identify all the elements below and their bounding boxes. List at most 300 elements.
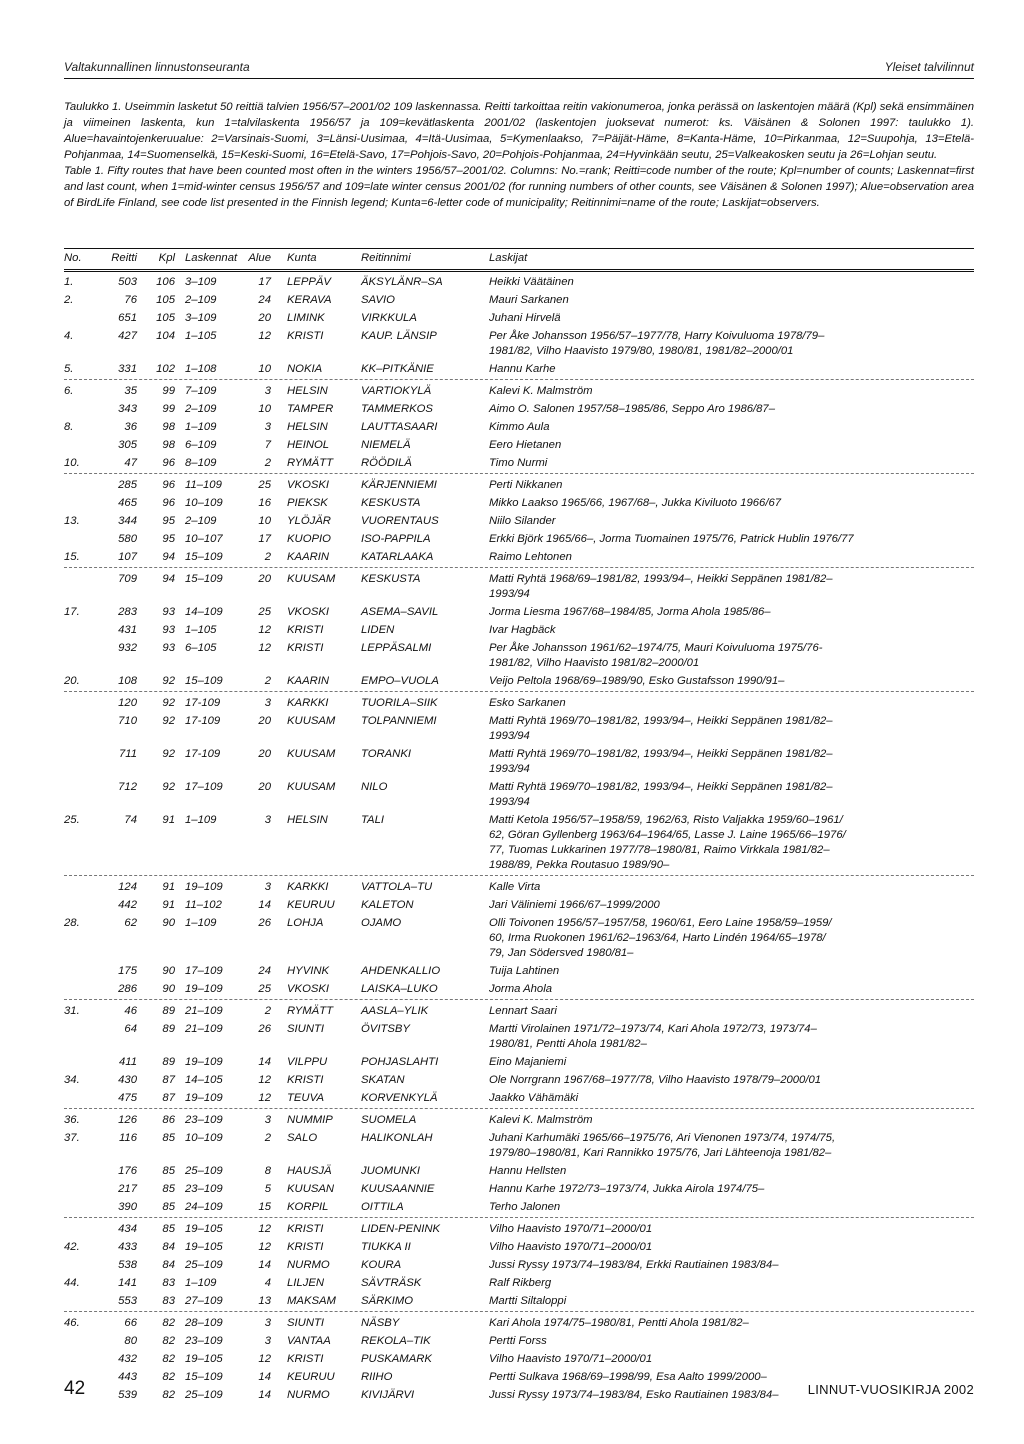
cell-reitti: 427 — [118, 330, 137, 342]
table-row — [64, 308, 974, 326]
cell-reitti: 411 — [118, 1056, 137, 1068]
table-row — [64, 567, 974, 602]
table-row — [64, 1331, 974, 1349]
cell-reitinnimi: KOURA — [361, 1259, 402, 1271]
cell-kpl: 93 — [162, 624, 175, 636]
table-row — [64, 638, 974, 671]
table-row — [64, 961, 974, 979]
cell-reitti: 539 — [118, 1389, 137, 1401]
cell-reitinnimi: KESKUSTA — [361, 573, 421, 585]
table-row — [64, 1019, 974, 1052]
cell-alue: 12 — [258, 330, 271, 342]
cell-reitinnimi: KORVENKYLÄ — [361, 1092, 438, 1104]
cell-kpl: 92 — [162, 781, 175, 793]
table-row — [64, 895, 974, 913]
cell-laskijat — [489, 1164, 904, 1179]
cell-no — [64, 1055, 102, 1070]
cell-kunta: NURMO — [287, 1389, 330, 1401]
cell-laskennat: 11–102 — [185, 899, 222, 911]
cell-alue: 12 — [258, 642, 271, 654]
cell-laskijat — [489, 1091, 904, 1106]
table-row — [64, 547, 974, 565]
cell-laskijat — [489, 438, 904, 453]
cell-no: 2. — [64, 294, 74, 306]
page-footer — [64, 1378, 974, 1402]
cell-alue: 2 — [264, 675, 271, 687]
cell-laskennat: 27–109 — [185, 1295, 223, 1307]
cell-kunta: HAUSJÄ — [287, 1165, 332, 1177]
observer-line: Jari Väliniemi 1966/67–1999/2000 — [489, 899, 660, 911]
cell-reitti: 47 — [124, 457, 137, 469]
cell-alue: 25 — [258, 479, 271, 491]
cell-reitinnimi: KALETON — [361, 899, 414, 911]
cell-laskijat — [489, 1073, 904, 1088]
cell-reitti: 305 — [118, 439, 137, 451]
col-header-laskijat: Laskijat — [489, 252, 528, 264]
observer-line: 1981/82, Vilho Haavisto 1981/82–2000/01 — [489, 657, 700, 669]
cell-kunta: KRISTI — [287, 642, 324, 654]
observer-line: Matti Ryhtä 1968/69–1981/82, 1993/94–, Heikki Seppänen 1981/82– — [489, 573, 833, 585]
col-header-laskennat: Laskennat — [185, 252, 238, 264]
cell-kpl: 89 — [162, 1056, 175, 1068]
cell-no — [64, 1222, 102, 1237]
cell-laskennat: 19–109 — [185, 1056, 223, 1068]
table-row — [64, 290, 974, 308]
cell-kpl: 84 — [162, 1259, 175, 1271]
cell-reitti: 107 — [118, 551, 137, 563]
cell-kpl: 90 — [162, 965, 175, 977]
cell-reitinnimi: EMPO–VUOLA — [361, 675, 439, 687]
observer-line: Hannu Karhe 1972/73–1973/74, Jukka Airola 1974/75– — [489, 1183, 765, 1195]
cell-laskijat — [489, 1316, 904, 1331]
cell-laskennat: 23–109 — [185, 1335, 223, 1347]
cell-laskijat — [489, 275, 904, 290]
cell-alue: 14 — [258, 1259, 271, 1271]
cell-alue: 24 — [258, 965, 271, 977]
cell-alue: 3 — [264, 697, 271, 709]
cell-kunta: KAARIN — [287, 675, 330, 687]
table-row — [64, 379, 974, 399]
cell-reitinnimi: VIRKKULA — [361, 312, 417, 324]
col-header-kpl: Kpl — [158, 252, 175, 264]
table-row — [64, 1311, 974, 1331]
cell-reitinnimi: VATTOLA–TU — [361, 881, 433, 893]
cell-no — [64, 1294, 102, 1309]
observer-line: Ivar Hagbäck — [489, 624, 556, 636]
col-header-reitti: Reitti — [111, 252, 137, 264]
observer-line: Jaakko Vähämäki — [489, 1092, 579, 1104]
table-row — [64, 1128, 974, 1161]
cell-reitinnimi: TOLPANNIEMI — [361, 715, 437, 727]
cell-laskennat: 3–109 — [185, 312, 217, 324]
cell-alue: 25 — [258, 606, 271, 618]
table-row — [64, 1255, 974, 1273]
cell-no — [64, 1164, 102, 1179]
cell-reitinnimi: SÄVTRÄSK — [361, 1277, 422, 1289]
cell-laskijat — [489, 623, 904, 638]
cell-reitinnimi: TALI — [361, 814, 385, 826]
table-row — [64, 711, 974, 744]
observer-line: Esko Sarkanen — [489, 697, 566, 709]
cell-laskennat: 15–109 — [185, 551, 223, 563]
cell-no: 44. — [64, 1277, 80, 1289]
cell-laskennat: 14–109 — [185, 606, 223, 618]
cell-reitinnimi: KIVIJÄRVI — [361, 1389, 415, 1401]
cell-laskijat — [489, 1276, 904, 1291]
cell-alue: 25 — [258, 983, 271, 995]
table-row — [64, 493, 974, 511]
cell-kpl: 106 — [156, 276, 175, 288]
cell-kpl: 92 — [162, 675, 175, 687]
cell-reitti: 74 — [124, 814, 137, 826]
cell-kpl: 94 — [162, 573, 175, 585]
cell-no — [64, 572, 102, 602]
table-row — [64, 1052, 974, 1070]
cell-reitti: 283 — [118, 606, 137, 618]
cell-laskijat — [489, 384, 904, 399]
cell-kpl: 85 — [162, 1165, 175, 1177]
cell-alue: 3 — [264, 385, 271, 397]
cell-kpl: 95 — [162, 533, 175, 545]
cell-reitinnimi: TIUKKA II — [361, 1241, 411, 1253]
cell-laskennat: 25–109 — [185, 1389, 223, 1401]
cell-alue: 2 — [264, 457, 271, 469]
cell-alue: 2 — [264, 1005, 271, 1017]
cell-reitinnimi: NILO — [361, 781, 388, 793]
cell-no: 17. — [64, 606, 80, 618]
observer-line: Veijo Peltola 1968/69–1989/90, Esko Gustafsson 1990/91– — [489, 675, 785, 687]
cell-laskennat: 11–109 — [185, 479, 222, 491]
cell-kunta: TAMPER — [287, 403, 334, 415]
cell-no — [64, 402, 102, 417]
cell-kunta: LEPPÄV — [287, 276, 331, 288]
cell-laskijat — [489, 1294, 904, 1309]
cell-kunta: HEINOL — [287, 439, 330, 451]
cell-kpl: 87 — [162, 1092, 175, 1104]
observer-line: Jorma Liesma 1967/68–1984/85, Jorma Ahola 1985/86– — [489, 606, 771, 618]
table-row — [64, 1197, 974, 1215]
cell-laskijat — [489, 916, 904, 961]
cell-reitti: 116 — [118, 1132, 137, 1144]
observer-line: Olli Toivonen 1956/57–1957/58, 1960/61, Eero Laine 1958/59–1959/ — [489, 917, 832, 929]
cell-kpl: 93 — [162, 606, 175, 618]
cell-reitinnimi: KATARLAAKA — [361, 551, 434, 563]
table-row — [64, 1291, 974, 1309]
cell-kpl: 85 — [162, 1132, 175, 1144]
cell-reitinnimi: VARTIOKYLÄ — [361, 385, 432, 397]
cell-no — [64, 532, 102, 547]
table-row — [64, 359, 974, 377]
cell-laskennat: 23–109 — [185, 1114, 223, 1126]
cell-no — [64, 311, 102, 326]
cell-kunta: KRISTI — [287, 1223, 324, 1235]
cell-reitti: 709 — [118, 573, 137, 585]
cell-no: 25. — [64, 814, 80, 826]
cell-reitti: 932 — [118, 642, 137, 654]
cell-alue: 20 — [258, 715, 271, 727]
cell-no — [64, 696, 102, 711]
cell-laskijat — [489, 714, 904, 744]
cell-alue: 10 — [258, 403, 271, 415]
cell-reitti: 343 — [118, 403, 137, 415]
cell-alue: 17 — [258, 276, 271, 288]
observer-line: 1981/82, Vilho Haavisto 1979/80, 1980/81, 1981/82–2000/01 — [489, 345, 794, 357]
cell-reitti: 503 — [118, 276, 137, 288]
observer-line: 62, Göran Gyllenberg 1963/64–1964/65, Lasse J. Laine 1965/66–1976/ — [489, 829, 846, 841]
cell-reitinnimi: KESKUSTA — [361, 497, 421, 509]
cell-alue: 14 — [258, 1371, 271, 1383]
cell-alue: 26 — [258, 917, 271, 929]
cell-reitti: 36 — [124, 421, 137, 433]
observer-line: Terho Jalonen — [489, 1201, 561, 1213]
cell-laskijat — [489, 311, 904, 326]
cell-reitti: 443 — [118, 1371, 137, 1383]
observer-line: Perti Nikkanen — [489, 479, 563, 491]
cell-no — [64, 478, 102, 493]
cell-no — [64, 1334, 102, 1349]
cell-kunta: KUUSAN — [287, 1183, 335, 1195]
table-row — [64, 435, 974, 453]
cell-laskijat — [489, 1182, 904, 1197]
observer-line: Kimmo Aula — [489, 421, 550, 433]
cell-alue: 20 — [258, 573, 271, 585]
cell-alue: 10 — [258, 515, 271, 527]
cell-laskijat — [489, 329, 904, 359]
cell-reitti: 580 — [118, 533, 137, 545]
observer-line: Matti Ryhtä 1969/70–1981/82, 1993/94–, Heikki Seppänen 1981/82– — [489, 781, 833, 793]
cell-kpl: 102 — [156, 363, 175, 375]
observer-line: Ole Norrgrann 1967/68–1977/78, Vilho Haavisto 1978/79–2000/01 — [489, 1074, 822, 1086]
cell-reitti: 76 — [124, 294, 137, 306]
cell-no: 20. — [64, 675, 80, 687]
cell-alue: 10 — [258, 363, 271, 375]
observer-line: Vilho Haavisto 1970/71–2000/01 — [489, 1223, 653, 1235]
observer-line: Jussi Ryssy 1973/74–1983/84, Esko Rautiainen 1983/84– — [489, 1389, 779, 1401]
cell-laskennat: 23–109 — [185, 1183, 223, 1195]
cell-reitti: 176 — [118, 1165, 137, 1177]
cell-laskijat — [489, 641, 904, 671]
cell-kpl: 98 — [162, 439, 175, 451]
cell-reitinnimi: KÄRJENNIEMI — [361, 479, 437, 491]
observer-line: Eero Hietanen — [489, 439, 562, 451]
cell-reitti: 442 — [118, 899, 137, 911]
table-row — [64, 529, 974, 547]
cell-laskijat — [489, 1055, 904, 1070]
cell-reitti: 124 — [118, 881, 137, 893]
table-row — [64, 511, 974, 529]
cell-kpl: 83 — [162, 1295, 175, 1307]
cell-laskennat: 21–109 — [185, 1005, 223, 1017]
cell-laskennat: 19–109 — [185, 1092, 223, 1104]
observer-line: Jussi Ryssy 1973/74–1983/84, Erkki Rautiainen 1983/84– — [489, 1259, 779, 1271]
cell-kunta: NUMMIP — [287, 1114, 333, 1126]
table-row — [64, 1273, 974, 1291]
cell-reitinnimi: TORANKI — [361, 748, 412, 760]
cell-laskijat — [489, 605, 904, 620]
cell-kpl: 82 — [162, 1371, 175, 1383]
cell-kunta: KEURUU — [287, 1371, 335, 1383]
cell-laskennat: 19–105 — [185, 1353, 223, 1365]
cell-reitti: 64 — [124, 1023, 137, 1035]
cell-reitti: 344 — [118, 515, 137, 527]
page-number: 42 — [64, 1378, 86, 1399]
cell-reitti: 217 — [118, 1183, 137, 1195]
cell-laskennat: 19–105 — [185, 1223, 223, 1235]
cell-reitinnimi: ISO-PAPPILA — [361, 533, 431, 545]
cell-alue: 2 — [264, 1132, 271, 1144]
cell-kunta: HYVINK — [287, 965, 330, 977]
cell-kpl: 92 — [162, 748, 175, 760]
cell-laskennat: 1–105 — [185, 330, 217, 342]
cell-kpl: 82 — [162, 1335, 175, 1347]
cell-kunta: LILJEN — [287, 1277, 325, 1289]
cell-laskijat — [489, 1352, 904, 1367]
table-row — [64, 1179, 974, 1197]
cell-kpl: 85 — [162, 1183, 175, 1195]
table-row — [64, 1161, 974, 1179]
cell-kunta: RYMÄTT — [287, 1005, 334, 1017]
cell-kpl: 105 — [156, 294, 175, 306]
cell-kpl: 98 — [162, 421, 175, 433]
caption-english: Table 1. Fifty routes that have been counted most often in the winters 1956/57–2001/02. Columns: No.=rank; Reitti=code number of the route; Kpl=number of counts; Laskennat=first and last count, when 1=mid-winter census 1956/57 and 109=late winter census 2001/02 (for running numbers of other counts, see Väisänen & Solonen 1997); Alue=observation area of BirdLife Finland, see code list presented in the Finnish legend; Kunta=6-letter code of municipality; Reitinnimi=name of the route; Laskijat=observers. — [64, 165, 974, 209]
observer-line: Matti Ryhtä 1969/70–1981/82, 1993/94–, Heikki Seppänen 1981/82– — [489, 748, 833, 760]
cell-kunta: KRISTI — [287, 1241, 324, 1253]
cell-no: 15. — [64, 551, 80, 563]
cell-laskennat: 17-109 — [185, 748, 221, 760]
cell-laskijat — [489, 456, 904, 471]
cell-reitti: 108 — [118, 675, 137, 687]
cell-reitinnimi: NIEMELÄ — [361, 439, 411, 451]
table-row — [64, 272, 974, 290]
cell-reitinnimi: TUORILA–SIIK — [361, 697, 438, 709]
cell-no — [64, 1352, 102, 1367]
cell-laskennat: 17-109 — [185, 715, 221, 727]
cell-kunta: YLÖJÄR — [287, 515, 331, 527]
cell-kunta: KAARIN — [287, 551, 330, 563]
cell-reitinnimi: LAUTTASAARI — [361, 421, 438, 433]
cell-alue: 14 — [258, 1056, 271, 1068]
cell-kpl: 93 — [162, 642, 175, 654]
cell-kpl: 89 — [162, 1005, 175, 1017]
cell-laskijat — [489, 362, 904, 377]
cell-no — [64, 1022, 102, 1052]
cell-laskijat — [489, 1022, 904, 1052]
cell-laskijat — [489, 1113, 904, 1128]
cell-reitinnimi: ASEMA–SAVIL — [361, 606, 439, 618]
observer-line: Jorma Ahola — [489, 983, 552, 995]
cell-kpl: 85 — [162, 1223, 175, 1235]
cell-kunta: HELSIN — [287, 421, 328, 433]
cell-reitti: 331 — [118, 363, 137, 375]
cell-kpl: 89 — [162, 1023, 175, 1035]
cell-alue: 14 — [258, 899, 271, 911]
table-row — [64, 326, 974, 359]
cell-kpl: 99 — [162, 403, 175, 415]
cell-laskennat: 17–109 — [185, 965, 223, 977]
cell-reitti: 120 — [118, 697, 137, 709]
cell-no: 28. — [64, 917, 80, 929]
cell-kunta: SALO — [287, 1132, 318, 1144]
cell-kunta: RYMÄTT — [287, 457, 334, 469]
observer-line: Per Åke Johansson 1961/62–1974/75, Mauri Koivuluoma 1975/76- — [489, 642, 823, 654]
running-header-right: Yleiset talvilinnut — [884, 60, 974, 74]
observer-line: 60, Irma Ruokonen 1961/62–1963/64, Harto Lindén 1964/65–1978/ — [489, 932, 826, 944]
cell-alue: 16 — [258, 497, 271, 509]
cell-no: 31. — [64, 1005, 80, 1017]
cell-laskennat: 1–109 — [185, 814, 217, 826]
cell-alue: 13 — [258, 1295, 271, 1307]
cell-laskennat: 17–109 — [185, 781, 223, 793]
running-header-left: Valtakunnallinen linnustonseuranta — [64, 60, 250, 74]
cell-alue: 12 — [258, 1353, 271, 1365]
table-row — [64, 1108, 974, 1128]
cell-reitinnimi: PUSKAMARK — [361, 1353, 432, 1365]
table-row — [64, 691, 974, 711]
cell-laskijat — [489, 780, 904, 810]
table-row — [64, 913, 974, 961]
cell-laskennat: 14–105 — [185, 1074, 223, 1086]
cell-laskijat — [489, 1131, 904, 1161]
cell-kpl: 104 — [156, 330, 175, 342]
table-row — [64, 979, 974, 997]
observer-line: Raimo Lehtonen — [489, 551, 572, 563]
cell-laskennat: 21–109 — [185, 1023, 223, 1035]
cell-reitinnimi: VUORENTAUS — [361, 515, 439, 527]
cell-no — [64, 982, 102, 997]
cell-reitinnimi: ÄKSYLÄNR–SA — [361, 276, 443, 288]
cell-reitti: 538 — [118, 1259, 137, 1271]
cell-reitinnimi: ÖVITSBY — [361, 1023, 410, 1035]
cell-reitinnimi: REKOLA–TIK — [361, 1335, 431, 1347]
cell-reitti: 553 — [118, 1295, 137, 1307]
cell-alue: 2 — [264, 551, 271, 563]
cell-reitinnimi: LEPPÄSALMI — [361, 642, 432, 654]
observer-line: Martti Siltaloppi — [489, 1295, 567, 1307]
cell-reitinnimi: OITTILA — [361, 1201, 404, 1213]
cell-kunta: SIUNTI — [287, 1023, 325, 1035]
cell-alue: 5 — [264, 1183, 271, 1195]
cell-alue: 3 — [264, 814, 271, 826]
cell-reitinnimi: POHJASLAHTI — [361, 1056, 439, 1068]
cell-kpl: 91 — [162, 899, 175, 911]
cell-alue: 17 — [258, 533, 271, 545]
cell-no: 37. — [64, 1132, 80, 1144]
cell-reitti: 175 — [118, 965, 137, 977]
cell-kunta: VKOSKI — [287, 479, 330, 491]
table-row — [64, 453, 974, 471]
observer-line: Matti Ryhtä 1969/70–1981/82, 1993/94–, Heikki Seppänen 1981/82– — [489, 715, 833, 727]
cell-no — [64, 623, 102, 638]
cell-reitti: 710 — [118, 715, 137, 727]
cell-kunta: KUUSAM — [287, 748, 336, 760]
cell-laskennat: 10–109 — [185, 497, 223, 509]
cell-kpl: 82 — [162, 1353, 175, 1365]
cell-reitti: 62 — [124, 917, 137, 929]
table-row — [64, 999, 974, 1019]
cell-reitinnimi: RÖÖDILÄ — [361, 457, 412, 469]
cell-reitinnimi: TAMMERKOS — [361, 403, 433, 415]
cell-laskijat — [489, 1240, 904, 1255]
cell-kpl: 96 — [162, 479, 175, 491]
cell-no: 6. — [64, 385, 74, 397]
observer-line: Tuija Lahtinen — [489, 965, 560, 977]
cell-kpl: 105 — [156, 312, 175, 324]
cell-laskijat — [489, 696, 904, 711]
cell-alue: 14 — [258, 1389, 271, 1401]
cell-kunta: KRISTI — [287, 1074, 324, 1086]
cell-alue: 3 — [264, 1335, 271, 1347]
cell-laskennat: 28–109 — [185, 1317, 223, 1329]
